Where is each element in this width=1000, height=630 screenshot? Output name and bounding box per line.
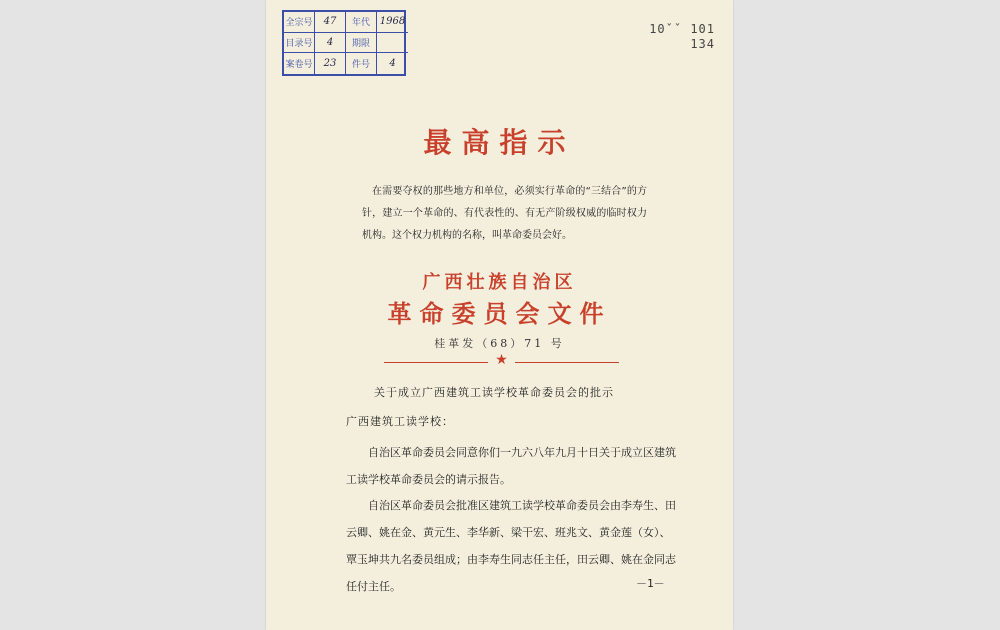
document-number: 桂革发（68）71 号 xyxy=(434,337,565,350)
divider-line-right xyxy=(515,362,619,363)
org-name: 广西壮族自治区 xyxy=(422,272,577,293)
stamp-value: 23 xyxy=(315,53,346,74)
directive-quote: 在需要夺权的那些地方和单位，必须实行革命的“三结合”的方针，建立一个革命的、有代表性的、有无产阶级权威的临时权力机构。这个权力机构的名称，叫革命委员会好。 xyxy=(362,186,647,241)
stamp-label: 全宗号 xyxy=(284,12,315,33)
archive-stamp xyxy=(282,10,406,76)
letter-paragraph: 自治区革命委员会同意你们一九六八年九月十日关于成立区建筑工读学校革命委员会的请示报告。 xyxy=(346,446,676,486)
document-type-title: 革命委员会文件 xyxy=(387,299,612,328)
stamp-label: 目录号 xyxy=(284,33,315,54)
letter-salutation: 广西建筑工读学校： xyxy=(346,415,454,428)
stamp-label: 案卷号 xyxy=(284,53,315,74)
letter-subject: 关于成立广西建筑工读学校革命委员会的批示 xyxy=(374,386,614,399)
archive-number xyxy=(649,22,715,52)
star-icon: ★ xyxy=(495,352,508,368)
letter-paragraph: 自治区革命委员会批准区建筑工读学校革命委员会由李寿生、田云卿、姚在金、黄元生、李华新、梁干宏、班兆文、黄金莲（女）、覃玉坤共九名委员组成；由李寿生同志任主任，田云卿、姚在金同志任付主任。 xyxy=(346,499,676,593)
page-number: －1－ xyxy=(636,577,665,590)
stamp-label: 年代 xyxy=(346,12,377,33)
red-divider xyxy=(384,352,619,369)
archive-number-line: 10ˇˇ 101 xyxy=(649,22,715,36)
stamp-value: 4 xyxy=(315,33,346,54)
archive-number-line: 134 xyxy=(690,37,715,51)
stamp-label: 件号 xyxy=(346,53,377,74)
stamp-value: 1968 xyxy=(377,12,408,33)
stamp-value: 47 xyxy=(315,12,346,33)
stamp-label: 期限 xyxy=(346,33,377,54)
directive-title: 最高指示 xyxy=(423,126,576,159)
stamp-value xyxy=(377,33,408,54)
stamp-value: 4 xyxy=(389,58,396,70)
document-page xyxy=(266,0,733,630)
